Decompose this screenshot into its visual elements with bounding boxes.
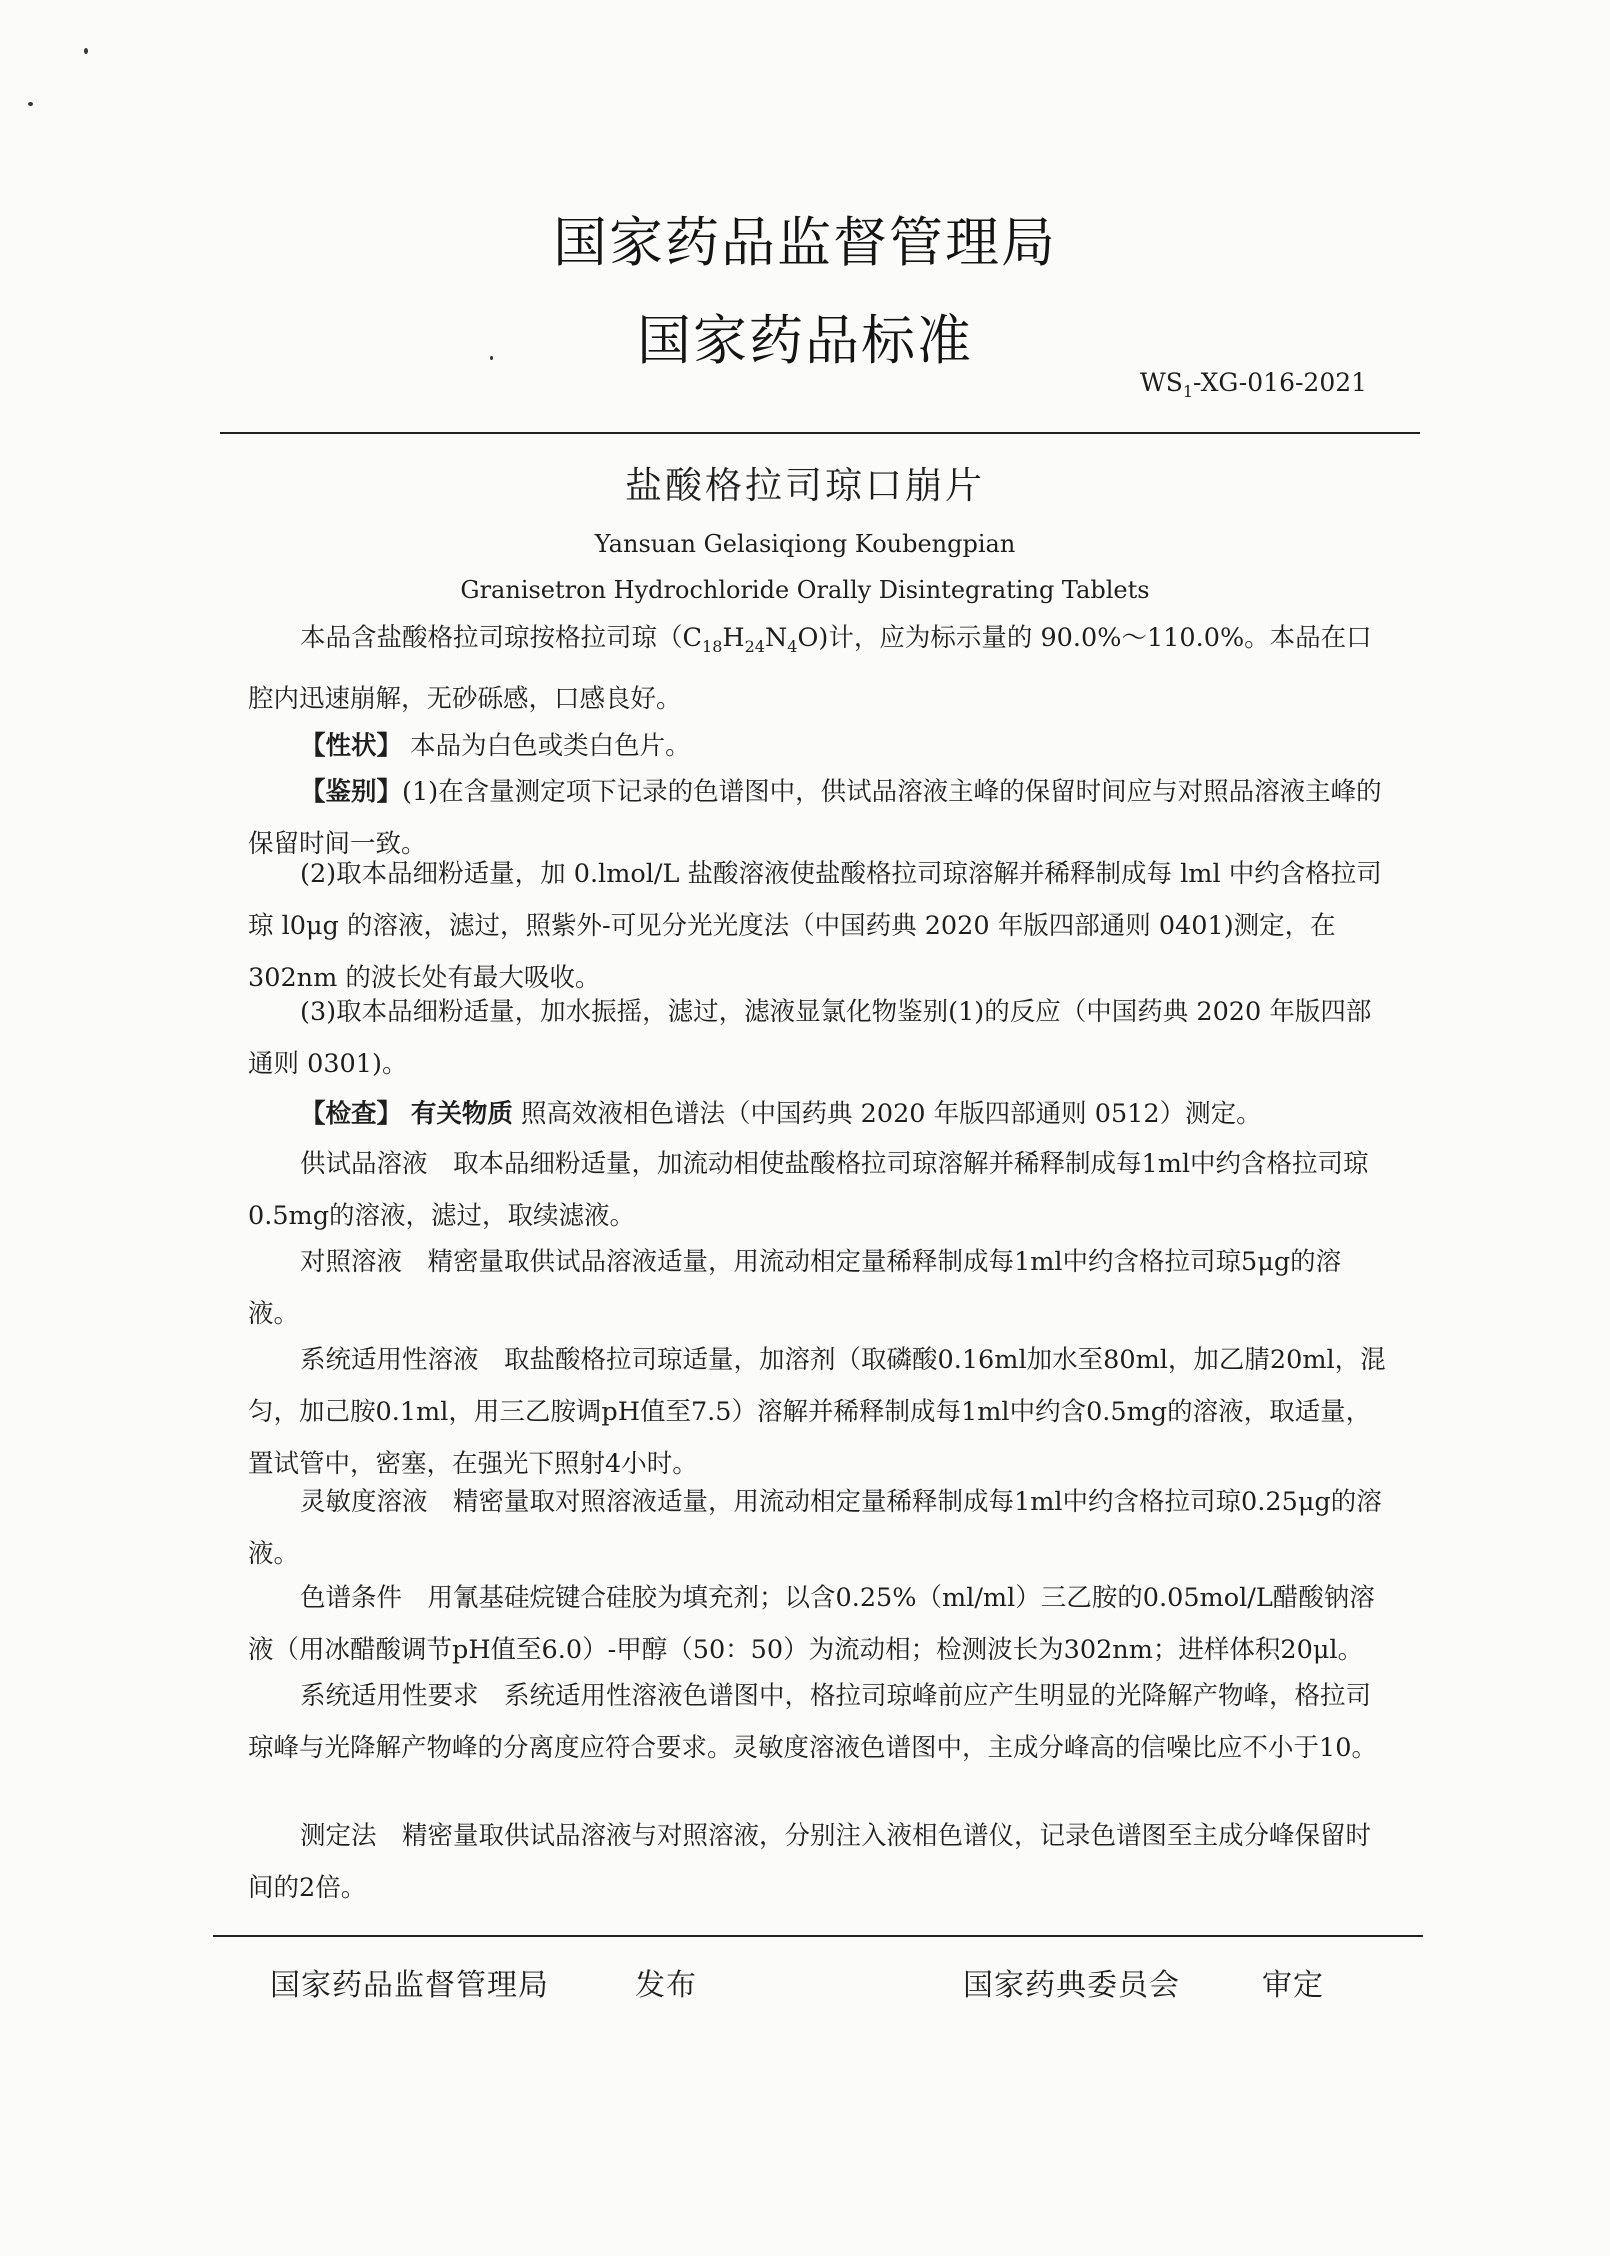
identification-item-1: 【鉴别】(1)在含量测定项下记录的色谱图中，供试品溶液主峰的保留时间应与对照品溶液主峰的保留时间一致。 <box>248 777 1382 859</box>
description-heading: 【性状】 <box>300 731 403 761</box>
system-suitability-requirements-paragraph: 系统适用性要求 系统适用性溶液色谱图中，格拉司琼峰前应产生明显的光降解产物峰，格拉司琼峰与光降解产物峰的分离度应符合要求。灵敏度溶液色谱图中，主成分峰高的信噪比应不小于10。 <box>248 1681 1377 1763</box>
identification-item-2: (2)取本品细粉适量，加 0.lmol/L 盐酸溶液使盐酸格拉司琼溶解并稀释制成每 lml 中约含格拉司琼 l0μg 的溶液，滤过，照紫外-可见分光光度法（中国药典 2020 年版四部通则 0401)测定，在 302nm 的波长处有最大吸收。 <box>248 859 1382 993</box>
tests-heading: 【检查】 <box>300 1099 403 1129</box>
procedure-paragraph: 测定法 精密量取供试品溶液与对照溶液，分别注入液相色谱仪，记录色谱图至主成分峰保留时间的2倍。 <box>248 1821 1372 1903</box>
related-substances-heading: 有关物质 <box>402 1099 513 1129</box>
identification-item-3: (3)取本品细粉适量，加水振摇，滤过，滤液显氯化物鉴别(1)的反应（中国药典 2020 年版四部通则 0301)。 <box>248 997 1372 1079</box>
chromatographic-conditions-paragraph: 色谱条件 用氰基硅烷键合硅胶为填充剂；以含0.25%（ml/ml）三乙胺的0.05mol/L醋酸钠溶液（用冰醋酸调节pH值至6.0）-甲醇（50：50）为流动相；检测波长为302nm；进样体积20μl。 <box>248 1583 1375 1665</box>
header-divider <box>220 432 1420 434</box>
review-label: 审定 <box>1262 1968 1324 2003</box>
identification-heading: 【鉴别】 <box>300 777 403 807</box>
agency-header: 国家药品监督管理局 <box>553 211 1057 274</box>
description-paragraph: 【性状】 本品为白色或类白色片。 <box>300 731 691 761</box>
drug-title-english: Granisetron Hydrochloride Orally Disintegrating Tablets <box>460 576 1150 604</box>
drug-title-chinese: 盐酸格拉司琼口崩片 <box>625 464 985 507</box>
system-suitability-solution-paragraph: 系统适用性溶液 取盐酸格拉司琼适量，加溶剂（取磷酸0.16ml加水至80ml，加乙腈20ml，混匀，加己胺0.1ml，用三乙胺调pH值至7.5）溶解并稀释制成每1ml中约含0.5mg的溶液，取适量，置试管中，密塞，在强光下照射4小时。 <box>248 1345 1386 1479</box>
test-solution-paragraph: 供试品溶液 取本品细粉适量，加流动相使盐酸格拉司琼溶解并稀释制成每1ml中约含格拉司琼0.5mg的溶液，滤过，取续滤液。 <box>248 1149 1369 1231</box>
issuer-name: 国家药品监督管理局 <box>270 1968 549 2003</box>
issue-label: 发布 <box>635 1968 697 2003</box>
standard-number: $WS_1-XG-016-2021$ <box>1140 368 1368 401</box>
intro-paragraph: 本品含盐酸格拉司琼按格拉司琼$(C_{18}H_{24}N_4O)$计，应为标示量的 90.0%～110.0%。本品在口腔内迅速崩解，无砂砾感，口感良好。 <box>248 623 1372 715</box>
footer-divider <box>213 1935 1423 1937</box>
sensitivity-solution-paragraph: 灵敏度溶液 精密量取对照溶液适量，用流动相定量稀释制成每1ml中约含格拉司琼0.25μg的溶液。 <box>248 1487 1382 1569</box>
tests-paragraph: 【检查】 有关物质 照高效液相色谱法（中国药典 2020 年版四部通则 0512）测定。 <box>300 1099 1262 1129</box>
reference-solution-paragraph: 对照溶液 精密量取供试品溶液适量，用流动相定量稀释制成每1ml中约含格拉司琼5μg的溶液。 <box>248 1247 1342 1329</box>
document-type-header: 国家药品标准 <box>637 309 973 372</box>
drug-title-pinyin: Yansuan Gelasiqiong Koubengpian <box>594 530 1016 558</box>
scan-speck <box>84 48 88 54</box>
reviewer-name: 国家药典委员会 <box>963 1968 1180 2003</box>
scan-speck <box>28 102 33 106</box>
